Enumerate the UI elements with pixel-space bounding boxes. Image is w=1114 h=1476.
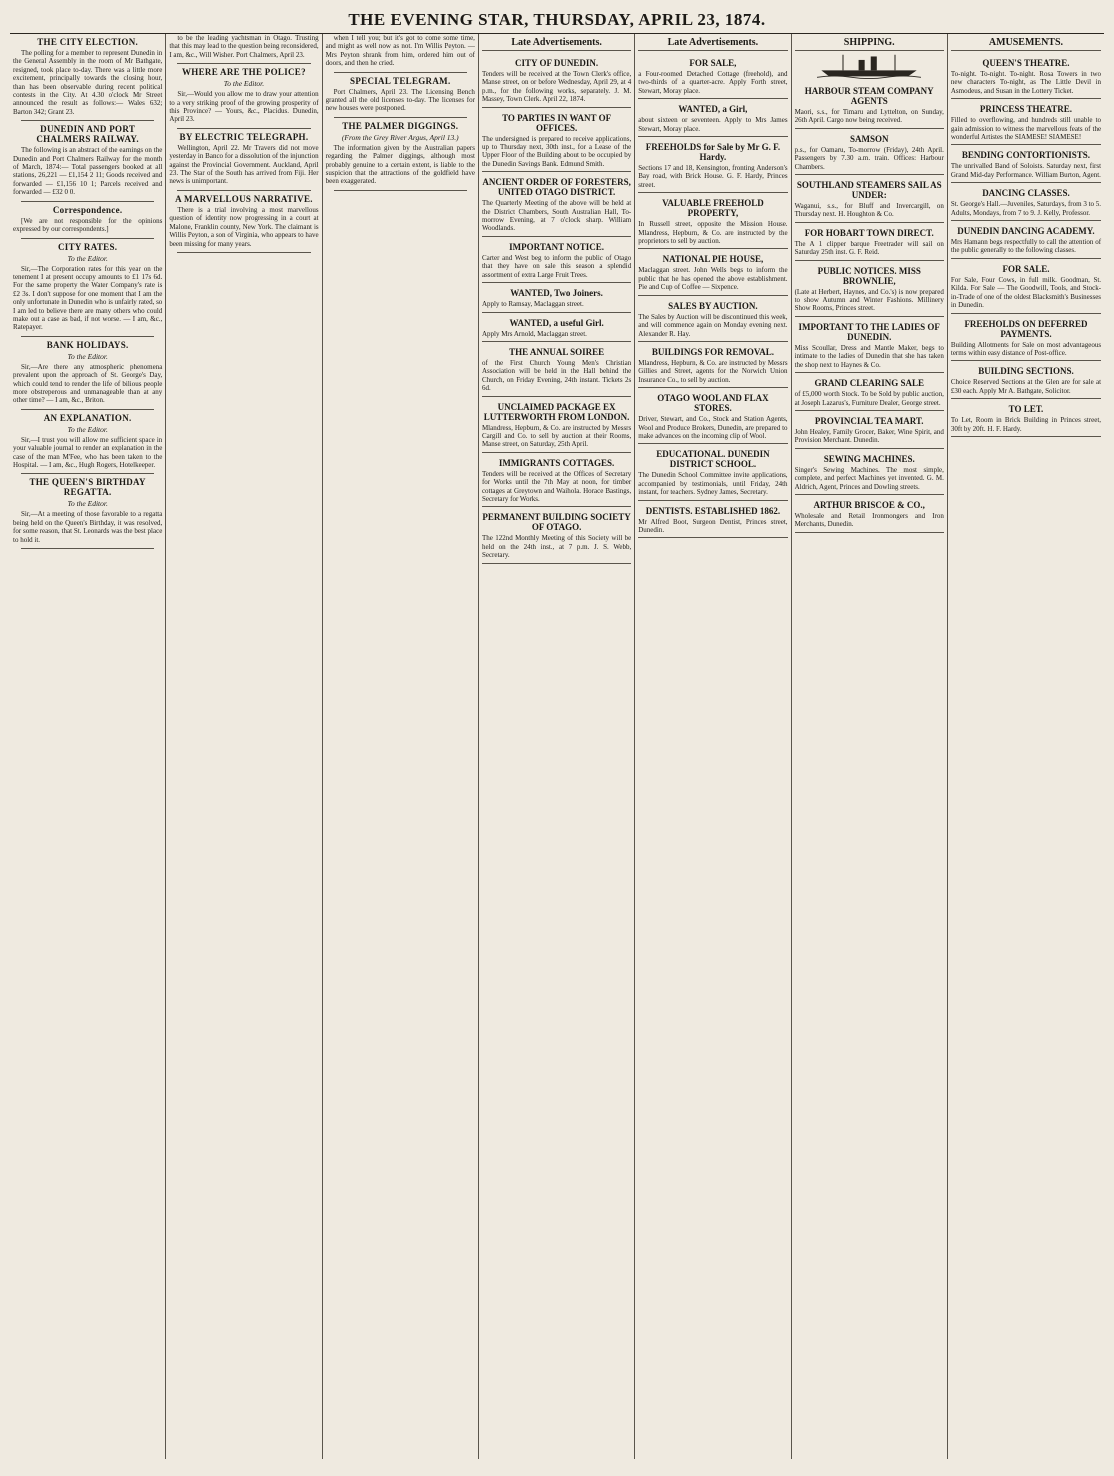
advertisement (795, 175, 944, 223)
divider-rule (21, 548, 154, 549)
article (13, 37, 162, 116)
divider-rule (21, 238, 154, 239)
advertisement-body: For Sale, Four Cows, in full milk. Goodman, St. Kilda. For Sale — The Goodwill, Tools, and Stock-in-Trade of one of the oldest Blacksmith's Businesses in Dunedin. (950, 275, 1102, 310)
article-body: to be the leading yachtsman in Otago. Trusting that this may lead to the question being reconsidered, I am, &c., Will Wisher. Port Chalmers, April 23. (169, 34, 319, 59)
divider-rule (177, 63, 310, 64)
article-body: Sir,—The Corporation rates for this year on the tenement I at present occupy amounts to £1 17s 6d. For the same property the Water Company's rate is £2 3s. I don't suppose for one moment that I am the only unfortunate in Dunedin who is unfairly rated, so I am led to believe there are many others who could make out a case as bad, if not worse. — I am, &c., Ratepayer. (13, 264, 163, 332)
advertisement-body: St. George's Hall.—Juveniles, Saturdays, from 3 to 5. Adults, Mondays, from 7 to 9. J. Kelly, Professor. (950, 200, 1102, 217)
column-heading: Late Advertisements. (482, 34, 631, 51)
advertisement-body: Sections 17 and 18, Kensington, fronting Anderson's Bay road, with Brick House. G. F. Hardy, Princes street. (638, 164, 788, 189)
advertisement (951, 314, 1101, 362)
advertisement (795, 495, 944, 533)
article (326, 76, 475, 113)
article (13, 124, 162, 196)
advertisement-heading: FOR SALE, (689, 58, 737, 68)
advertisement-body: Mlandress, Hepburn, & Co. are instructed by Messrs Cargill and Co. to sell by auction at their Rooms, Manse street, on Saturday, 25th April. (481, 423, 632, 449)
article-body: There is a trial involving a most marvellous question of identity now progressing in a court at Malone, Franklin county, New York. The claimant is Willis Peyton, a son of Virginia, who appears to have been missing for many years. (169, 205, 319, 248)
advertisement (638, 444, 787, 500)
advertisement-heading: TO LET. (1008, 404, 1044, 415)
advertisement-body: Filled to overflowing, and hundreds still unable to gain admission to witness the marvellous feats of the wonderful Artistes the SIAMESE! SIAMESE! (950, 116, 1102, 142)
article (169, 194, 318, 248)
advertisement (482, 342, 631, 397)
column-late-ads-1 (479, 34, 635, 1459)
advertisement-heading: ANCIENT ORDER OF FORESTERS, UNITED OTAGO DISTRICT. (482, 177, 631, 198)
columns (10, 34, 1104, 1459)
article (13, 205, 162, 234)
divider-rule (177, 190, 310, 191)
advertisement-heading: FOR SALE. (1002, 263, 1050, 274)
advertisement (638, 137, 787, 193)
advertisement-body: In Russell street, opposite the Mission House. Mlandress, Hepburn, & Co. are instructed by the proprietors to sell by auction. (638, 220, 788, 246)
advertisement-heading: NATIONAL PIE HOUSE, (662, 254, 764, 265)
advertisement (951, 221, 1101, 259)
article-byline: To the Editor. (223, 79, 265, 89)
advertisement-heading: DANCING CLASSES. (982, 188, 1070, 199)
advertisement-heading: HARBOUR STEAM COMPANY AGENTS (804, 86, 934, 106)
article-title: THE PALMER DIGGINGS. (342, 120, 459, 131)
advertisement-body: Maori, s.s., for Timaru and Lyttelton, on Sunday, 26th April. Cargo now being received. (794, 108, 944, 125)
advertisement (795, 411, 944, 449)
advertisement (638, 342, 787, 388)
article-title: THE QUEEN'S BIRTHDAY REGATTA. (29, 477, 146, 498)
advertisement (482, 283, 631, 312)
advertisement-body: Apply Mrs Arnold, Maclaggan street. (481, 329, 587, 338)
article-title: Correspondence. (52, 204, 123, 215)
article (169, 34, 318, 59)
divider-rule (177, 252, 310, 253)
article-title: AN EXPLANATION. (43, 412, 132, 423)
column-shipping (792, 34, 948, 1459)
advertisement (951, 399, 1101, 437)
advertisement (482, 53, 631, 108)
advertisement-body: Waganui, s.s., for Bluff and Invercargill, on Thursday next. H. Houghton & Co. (794, 202, 944, 219)
article-body: [We are not responsible for the opinions expressed by our correspondents.] (13, 216, 163, 234)
advertisement-body: The Dunedin School Committee invite applications, accompanied by testimonials, until Friday, 24th instant, for teachers. Sydney James, Secretary. (638, 471, 788, 497)
advertisement-body: The unrivalled Band of Soloists. Saturday next, first Grand Mid-day Performance. William Burton, Agent. (950, 162, 1102, 179)
advertisement-heading: DENTISTS. ESTABLISHED 1862. (645, 505, 781, 516)
advertisement-body: The A 1 clipper barque Freetrader will sail on Saturday 25th inst. G. F. Reid. (794, 239, 944, 257)
advertisement-body: The 122nd Monthly Meeting of this Society will be held on the 24th inst., at 7 p.m. J. S. Webb, Secretary. (481, 534, 632, 560)
advertisement-body: Mr Alfred Boot, Surgeon Dentist, Princes street, Dunedin. (638, 517, 788, 534)
advertisement-heading: IMMIGRANTS COTTAGES. (498, 457, 615, 468)
advertisement (638, 501, 787, 539)
advertisement-heading: VALUABLE FREEHOLD PROPERTY, (662, 198, 764, 219)
column-news-1 (10, 34, 166, 1459)
divider-rule (21, 336, 154, 337)
advertisement-heading: PROVINCIAL TEA MART. (814, 415, 924, 426)
advertisement (795, 373, 944, 411)
advertisement-heading: FOR HOBART TOWN DIRECT. (804, 227, 934, 238)
advertisement (795, 223, 944, 261)
divider-rule (21, 120, 154, 121)
article-title: DUNEDIN AND PORT CHALMERS RAILWAY. (36, 124, 139, 145)
column-heading: SHIPPING. (795, 34, 944, 51)
advertisement-heading: SAMSON (849, 133, 889, 144)
article-title: CITY RATES. (57, 241, 118, 252)
advertisement-heading: UNCLAIMED PACKAGE EX LUTTERWORTH FROM LONDON. (483, 401, 630, 422)
advertisement (951, 361, 1101, 399)
advertisement-heading: IMPORTANT TO THE LADIES OF DUNEDIN. (798, 321, 940, 342)
advertisement-heading: FREEHOLDS ON DEFERRED PAYMENTS. (964, 318, 1088, 339)
advertisement-body: Mrs Hamann begs respectfully to call the attention of the public generally to the following classes. (950, 238, 1102, 255)
column-news-3 (323, 34, 479, 1459)
advertisement (795, 317, 944, 373)
advertisement-heading: BENDING CONTORTIONISTS. (961, 150, 1090, 161)
advertisement-body: The Sales by Auction will be discontinued this week, and will commence again on Monday evening next. Alexander R. Hay. (638, 312, 788, 338)
advertisement-body: Choice Reserved Sections at the Glen are for sale at £30 each. Apply Mr A. Bathgate, Solicitor. (950, 378, 1102, 395)
advertisement-body: John Healey, Family Grocer, Baker, Wine Spirit, and Provision Merchant. Dunedin. (794, 427, 944, 445)
divider-rule (21, 409, 154, 410)
article (169, 132, 318, 186)
article-byline: (From the Grey River Argus, April 13.) (341, 132, 459, 142)
divider-rule (21, 201, 154, 202)
article-body: Port Chalmers, April 23. The Licensing Bench granted all the old licenses to-day. The licenses for new houses were postponed. (325, 87, 475, 113)
advertisement (482, 453, 631, 508)
advertisement-heading: OTAGO WOOL AND FLAX STORES. (657, 393, 769, 414)
article-title: WHERE ARE THE POLICE? (182, 67, 306, 78)
article (13, 340, 162, 405)
article (13, 242, 162, 332)
advertisement (638, 99, 787, 137)
advertisement-heading: PERMANENT BUILDING SOCIETY OF OTAGO. (482, 512, 631, 533)
advertisement-body: Singer's Sewing Machines. The most simple, complete, and perfect Machines yet invented. G. M. Aldrich, Agent, Princes and Dowling streets. (794, 465, 944, 491)
article-title: THE CITY ELECTION. (37, 37, 139, 47)
advertisement-heading: FREEHOLDS for Sale by Mr G. F. Hardy. (645, 142, 781, 163)
advertisement (951, 53, 1101, 99)
advertisement (482, 108, 631, 173)
advertisement-heading: PUBLIC NOTICES. MISS BROWNLIE, (817, 265, 921, 286)
advertisement (638, 193, 787, 249)
article (13, 413, 162, 470)
advertisement-body: a Four-roomed Detached Cottage (freehold), and two-thirds of a quarter-acre. Apply Forth street, Stewart, Moray place. (638, 70, 788, 95)
advertisement-body: about sixteen or seventeen. Apply to Mrs James Stewart, Moray place. (638, 116, 788, 133)
advertisement-heading: CITY OF DUNEDIN. (515, 58, 599, 68)
article-body: The following is an abstract of the earnings on the Dunedin and Port Chalmers Railway for the month of March, 1874:— Total passengers booked at all stations, 26,221 — £1,154 2 11; Goods received and forwarded — £1,156 10 1; Parcels received and forwarded — £32 0 0. (13, 146, 163, 197)
article-title: A MARVELLOUS NARRATIVE. (175, 193, 313, 204)
advertisement-body: To-night. To-night. To-night. Rosa Towers in two new characters To-night, as The Little Devil in Asmodeus, and Susan in the Lottery Ticket. (950, 70, 1102, 95)
article-body: Sir,—At a meeting of those favorable to a regatta being held on the Queen's Birthday, it was resolved, for some reason, that St. Leonards was the best place to hold it. (13, 510, 163, 544)
advertisement-body: The undersigned is prepared to receive applications, up to Thursday next, 30th inst., for a Lease of the Upper Floor of the Building about to be occupied by the Dunedin Savings Bank. Edmund Smith. (481, 134, 632, 168)
advertisement-body: of the First Church Young Men's Christian Association will be held in the Hall behind the Church, on Friday Evening, 24th instant. Tickets 2s 6d. (481, 358, 632, 393)
advertisement (795, 449, 944, 495)
article-title: BANK HOLIDAYS. (46, 339, 129, 350)
advertisement-body: Building Allotments for Sale on most advantageous terms within easy distance of Post-office. (950, 340, 1102, 357)
article-body: Wellington, April 22. Mr Travers did not move yesterday in Banco for a dissolution of the injunction against the Provincial Government. Auckland, April 23. The Star of the South has arrived from Fiji. Her news is unimportant. (169, 143, 319, 186)
advertisement (482, 172, 631, 237)
article-byline: To the Editor. (67, 351, 108, 361)
advertisement-heading: WANTED, Two Joiners. (510, 288, 603, 299)
advertisement-heading: BUILDINGS FOR REMOVAL. (651, 346, 774, 357)
advertisement-heading: THE ANNUAL SOIREE (509, 346, 605, 357)
article-body: The polling for a member to represent Dunedin in the General Assembly in the room of Mr Bathgate, resigned, took place to-day. There was a little more excitement, principally towards the closing hour, than has been observable during recent political contests in the City. At 4.30 o'clock Mr Street announced the result as follows:— Wales 632; Barton 342; Grant 23. (13, 49, 163, 116)
advertisement (951, 145, 1101, 183)
advertisement (951, 99, 1101, 145)
advertisement (951, 259, 1101, 314)
advertisement-body: Carter and West beg to inform the public of Otago that they have on sale this season a splendid assortment of extra Large Fruit Trees. (481, 253, 632, 279)
divider-rule (177, 128, 310, 129)
advertisement-heading: GRAND CLEARING SALE (814, 378, 924, 389)
article-byline: To the Editor. (67, 499, 108, 509)
article-body: Sir,—Would you allow me to draw your attention to a very striking proof of the growing prosperity of this Province? — Yours, &c., Placidus. Dunedin, April 23. (169, 90, 319, 124)
advertisement-heading: SOUTHLAND STEAMERS SAIL AS UNDER: (796, 180, 942, 201)
advertisement (795, 129, 944, 175)
article-body: Sir,—I trust you will allow me sufficient space in your valuable journal to render an explanation in the case of the man M'Fee, who has been taken to the Hospital. — I am, &c., Hugh Rogers, Hotelkeeper. (13, 435, 163, 469)
advertisement-heading: TO PARTIES IN WANT OF OFFICES. (502, 112, 612, 133)
advertisement-body: Wholesale and Retail Ironmongers and Iron Merchants, Dunedin. (794, 511, 944, 529)
article (326, 34, 475, 68)
advertisement (951, 183, 1101, 221)
advertisement-body: Tenders will be received at the Offices of Secretary for Works until the 7th May at noon, for timber cottages at Greytown and Waihola. Horace Bastings, Secretary for Works. (481, 469, 632, 503)
article (13, 477, 162, 544)
advertisement-body: Driver, Stewart, and Co., Stock and Station Agents, Wool and Produce Brokers, Dunedin, are prepared to make advances on the incoming clip of Wool. (638, 415, 788, 440)
advertisement-body: of £5,000 worth Stock. To be Sold by public auction, at Joseph Lazarus's, Furniture Dealer, George street. (794, 390, 944, 407)
advertisement-heading: WANTED, a useful Girl. (509, 317, 604, 328)
advertisement-heading: BUILDING SECTIONS. (978, 366, 1074, 377)
article-byline: To the Editor. (67, 253, 108, 263)
advertisement (482, 507, 631, 563)
advertisement (638, 53, 787, 99)
advertisement (795, 261, 944, 317)
advertisement-body: (Late at Herbert, Haynes, and Co.'s) is now prepared to show Autumn and Winter Fashions. Millinery Show Rooms, Princes street. (794, 287, 944, 313)
divider-rule (334, 190, 467, 191)
divider-rule (334, 72, 467, 73)
article-body: when I tell you; but it's got to come some time, and might as well now as not. I'm Willis Peyton. — Mrs Peyton shrank from him, ordered him out of doors, and then he cried. (325, 34, 475, 68)
article-body: Sir,—Are there any atmospheric phenomena prevalent upon the approach of St. George's Day, which could tend to render the life of bilious people more obstreperous and unmanageable than at any other time? — I am, &c., Briton. (13, 362, 163, 405)
advertisement (482, 397, 631, 453)
divider-rule (334, 117, 467, 118)
advertisement (795, 81, 944, 129)
advertisement-heading: ARTHUR BRISCOE & CO., (813, 499, 925, 510)
advertisement-body: Miss Scoullar, Dress and Mantle Maker, begs to intimate to the ladies of Dunedin that she has taken the shop next to Haynes & Co. (794, 343, 944, 369)
advertisement-body: To Let, Room in Brick Building in Princes street, 30ft by 20ft. H. F. Hardy. (950, 416, 1102, 433)
article-byline: To the Editor. (67, 424, 108, 434)
advertisement (482, 237, 631, 283)
advertisement (638, 388, 787, 444)
advertisement (638, 296, 787, 342)
divider-rule (21, 473, 154, 474)
advertisement-heading: EDUCATIONAL. DUNEDIN DISTRICT SCHOOL. (656, 449, 770, 470)
masthead: THE EVENING STAR, THURSDAY, APRIL 23, 1874. (10, 6, 1104, 34)
advertisement-body: The Quarterly Meeting of the above will be held at the District Chambers, South Australian Hall, To-morrow Evening, at 7 o'clock sharp. William Woodlands. (481, 199, 632, 233)
advertisement-heading: WANTED, a Girl, (678, 104, 748, 115)
column-heading: AMUSEMENTS. (951, 34, 1101, 51)
advertisement (638, 249, 787, 295)
advertisement-body: Mlandress, Hepburn, & Co. are instructed by Messrs Gillies and Street, agents for the Norwich Union Insurance Co., to sell by auction. (638, 358, 788, 384)
article-title: BY ELECTRIC TELEGRAPH. (179, 131, 309, 142)
article (326, 121, 475, 186)
advertisement-body: Maclaggan street. John Wells begs to inform the public that he has opened the above establishment. Pie and Cup of Coffee — Sixpence. (638, 266, 788, 292)
article (169, 67, 318, 124)
article-title: SPECIAL TELEGRAM. (350, 75, 451, 86)
advertisement-body: Tenders will be received at the Town Clerk's office, Manse street, on or before Wednesday, April 29, at 4 p.m., for the following works, separately. J. M. Massey, Town Clerk. April 22, 1874. (481, 70, 632, 104)
advertisement (482, 313, 631, 342)
advertisement-heading: IMPORTANT NOTICE. (509, 241, 605, 252)
column-amusements (948, 34, 1104, 1459)
column-heading: Late Advertisements. (638, 34, 787, 51)
advertisement-heading: QUEEN'S THEATRE. (982, 58, 1070, 68)
advertisement-body: Apply to Ramsay, Maclaggan street. (481, 300, 584, 309)
advertisement-body: p.s., for Oamaru, To-morrow (Friday), 24th April. Passengers by 7.30 a.m. train. Offices: Harbour Chambers. (794, 145, 944, 171)
column-news-2 (166, 34, 322, 1459)
advertisement-heading: SEWING MACHINES. (823, 453, 915, 464)
advertisement-heading: DUNEDIN DANCING ACADEMY. (957, 226, 1095, 237)
steamship-icon (809, 53, 929, 79)
article-body: The information given by the Australian papers regarding the Palmer diggings, although most probably genuine to a certain extent, is liable to the suspicion that the attractions of the goldfield have been exaggerated. (325, 143, 475, 186)
advertisement-heading: PRINCESS THEATRE. (979, 104, 1073, 115)
column-late-ads-2 (635, 34, 791, 1459)
advertisement-heading: SALES BY AUCTION. (668, 300, 758, 311)
